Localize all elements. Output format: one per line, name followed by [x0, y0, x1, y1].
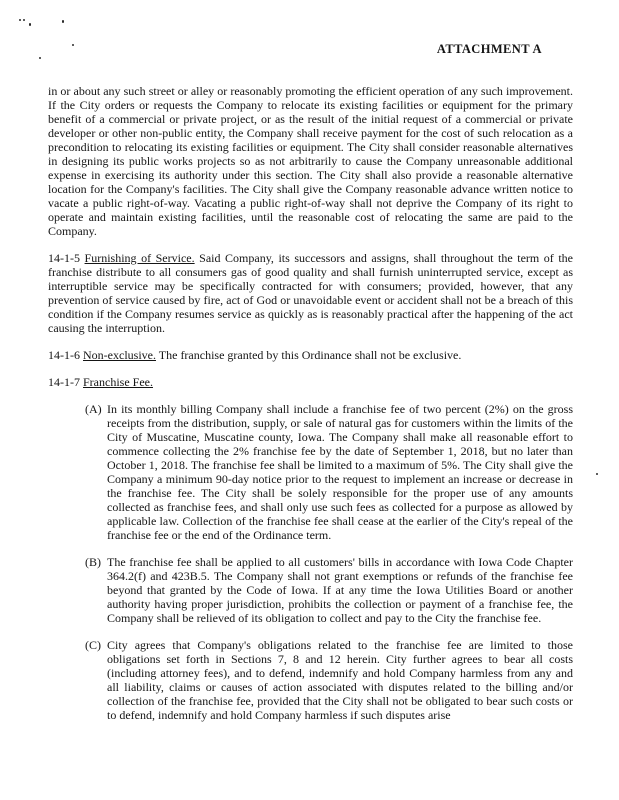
section-14-1-6-text: The franchise granted by this Ordinance shall not be exclusive. [158, 348, 462, 362]
section-14-1-7-number: 14-1-7 [48, 375, 80, 389]
section-14-1-6 [48, 348, 573, 362]
scan-speck [23, 19, 25, 21]
section-14-1-6-number: 14-1-6 [48, 348, 80, 362]
franchise-fee-items [48, 402, 573, 722]
document-body [48, 84, 573, 735]
section-14-1-7 [48, 375, 573, 389]
subsection-C [48, 638, 573, 722]
section-14-1-5 [48, 251, 573, 335]
subsection-C-label: (C) [85, 638, 101, 652]
subsection-A [48, 402, 573, 542]
scan-speck [39, 57, 41, 59]
section-14-1-5-title: Furnishing of Service. [84, 251, 195, 265]
subsection-B-text: The franchise fee shall be applied to all customers' bills in accordance with Iowa Code Chapter 364.2(f) and 423B.5. The Company shall not grant exemptions or refunds of the franchise fee beyond that granted by the Code of Iowa. If at any time the Iowa Utilities Board or another authority having proper jurisdiction, prohibits the collection or payment of a franchise fee, the Company shall be relieved of its obligation to collect and pay to the City the franchise fee. [107, 555, 573, 625]
section-14-1-5-text: Said Company, its successors and assigns, shall throughout the term of the franchise distribute to all consumers gas of good quality and shall furnish uninterrupted service, except as interruptible service may be specifically contracted for with consumers; provided, however, that any prevention of service caused by fire, act of God or unavoidable event or accident shall not be a breach of this condition if the Company resumes service as quickly as is reasonably practical after the happening of the act causing the interruption. [48, 251, 573, 335]
section-14-1-7-title: Franchise Fee. [83, 375, 153, 389]
scan-speck [29, 23, 31, 26]
subsection-A-text: In its monthly billing Company shall include a franchise fee of two percent (2%) on the gross receipts from the distribution, supply, or sale of natural gas for customers within the limits of the City of Muscatine, Muscatine county, Iowa. The Company shall make all reasonable effort to commence collecting the 2% franchise fee by the date of September 1, 2018, but no later than October 1, 2018. The franchise fee shall be limited to a maximum of 5%. The City shall give the Company a minimum 90-day notice prior to the request to implement an increase or decrease in the franchise fee. The City shall be solely responsible for the proper use of any amounts collected as franchise fees, and shall only use such fees as collected for a purpose as allowed by applicable law. Collection of the franchise fee shall cease at the earlier of the City's repeal of the franchise fee or the end of the Ordinance term. [107, 402, 573, 542]
scan-speck [596, 473, 598, 475]
intro-paragraph: in or about any such street or alley or reasonably promoting the efficient operation of any such improvement. If the City orders or requests the Company to relocate its existing facilities or equipment for the primary benefit of a commercial or private project, or as the result of the initial request of a commercial or private developer or other non-public entity, the Company shall receive payment for the cost of such relocation as a precondition to relocating its existing facilities or equipment. The City shall consider reasonable alternatives in designing its public works projects so as not arbitrarily to cause the Company unreasonable additional expense in exercising its authority under this section. The City shall also provide a reasonable alternative location for the Company's facilities. The City shall give the Company reasonable advance written notice to vacate a public right-of-way. Vacating a public right-of-way shall not deprive the Company of its right to operate and maintain existing facilities, until the reasonable cost of relocating the same are paid to the Company. [48, 84, 573, 238]
scan-speck [19, 19, 21, 21]
subsection-B-label: (B) [85, 555, 101, 569]
section-14-1-5-number: 14-1-5 [48, 251, 80, 265]
subsection-A-label: (A) [85, 402, 102, 416]
scan-speck [62, 20, 64, 23]
subsection-B [48, 555, 573, 625]
attachment-header: ATTACHMENT A [436, 42, 542, 56]
section-14-1-6-title: Non-exclusive. [83, 348, 156, 362]
subsection-C-text: City agrees that Company's obligations related to the franchise fee are limited to those obligations set forth in Sections 7, 8 and 12 herein. City further agrees to bear all costs (including attorney fees), and to defend, indemnify and hold Company harmless from any and all liability, claims or causes of action associated with disputes related to the billing and/or collection of the franchise fee, provided that the City shall not be obligated to bear such costs or to defend, indemnify and hold Company harmless if such disputes arise [107, 638, 573, 722]
